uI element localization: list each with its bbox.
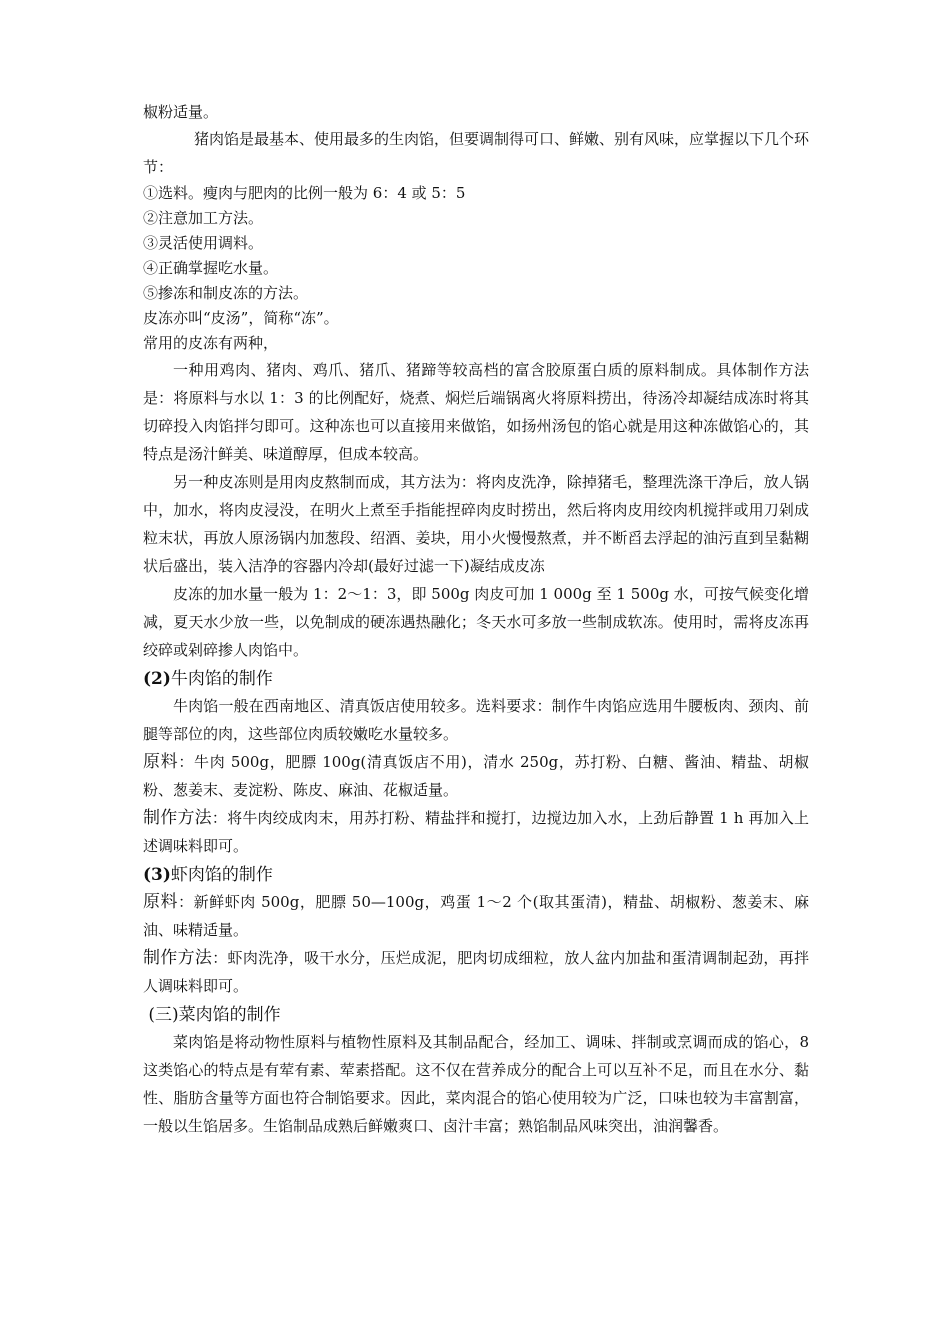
text-line-common: 常用的皮冻有两种， — [143, 334, 279, 352]
section-heading-veg: (三)菜肉馅的制作 — [143, 1005, 281, 1025]
heading-number: (2) — [143, 669, 171, 689]
ingredients-text: ：新鲜虾肉 500g，肥膘 50—100g，鸡蛋 1～2 个(取其蛋清)，精盐、胡椒粉、葱姜末、麻油、味精适量。 — [143, 893, 810, 939]
section-heading-beef — [143, 666, 809, 692]
paragraph-beef-ingredients — [143, 748, 809, 804]
document-page — [143, 100, 809, 1140]
ingredients-text: ：牛肉 500g，肥膘 100g(清真饭店不用)，清水 250g，苏打粉、白糖、酱油、精盐、胡椒粉、葱姜末、麦淀粉、陈皮、麻油、花椒适量。 — [143, 753, 810, 799]
method-text: ：将牛肉绞成肉末，用苏打粉、精盐拌和搅打，边搅边加入水，上劲后静置 1 h 再加入上述调味料即可。 — [143, 809, 810, 855]
heading-number: (3) — [143, 865, 171, 885]
ingredients-label: 原料 — [143, 892, 179, 912]
section-heading-shrimp — [143, 862, 809, 888]
heading-text: 牛肉馅的制作 — [170, 669, 273, 689]
paragraph-water-amount: 皮冻的加水量一般为 1：2～1：3，即 500g 肉皮可加 1 000g 至 1 500g 水，可按气候变化增减，夏天水少放一些，以免制成的硬冻遇热融化；冬天水可多放一些制成软冻。使用时，需将皮冻再绞碎或剁碎掺人肉馅中。 — [143, 585, 809, 659]
method-label: 制作方法 — [143, 808, 212, 828]
paragraph-shrimp-ingredients — [143, 888, 809, 944]
paragraph-veg-intro: 菜肉馅是将动物性原料与植物性原料及其制品配合，经加工、调味、拌制或烹调而成的馅心，8 这类馅心的特点是有荤有素、荤素搭配。这不仅在营养成分的配合上可以互补不足，而且在水分、黏性、脂肪含量等方面也符合制馅要求。因此，菜肉混合的馅心使用较为广泛，口味也较为丰富割富，一般以生馅居多。生馅制品成熟后鲜嫩爽口、卤汁丰富；熟馅制品风味突出，油润馨香。 — [143, 1033, 809, 1135]
method-label: 制作方法 — [143, 948, 213, 968]
paragraph-pork-intro: 猪肉馅是最基本、使用最多的生肉馅，但要调制得可口、鲜嫩、别有风味，应掌握以下几个环节： — [143, 130, 810, 176]
ingredients-label: 原料 — [143, 752, 179, 772]
paragraph-pidong-type1: 一种用鸡肉、猪肉、鸡爪、猪爪、猪蹄等较高档的富含胶原蛋白质的原料制成。具体制作方法是：将原料与水以 1：3 的比例配好，烧煮、焖烂后端锅离火将原料捞出，待汤冷却凝结成冻时将其切碎投入肉馅拌匀即可。这种冻也可以直接用来做馅，如扬州汤包的馅心就是用这种冻做馅心的，其特点是汤汁鲜美、味道醇厚，但成本较高。 — [143, 361, 809, 463]
text-line: 椒粉适量。 — [143, 103, 219, 121]
list-item-5: ⑤掺冻和制皮冻的方法。 — [143, 284, 309, 302]
heading-text: 虾肉馅的制作 — [170, 865, 273, 885]
paragraph-pidong-type2: 另一种皮冻则是用肉皮熬制而成，其方法为：将肉皮洗净，除掉猪毛，整理洗涤干净后，放人锅中，加水，将肉皮浸没，在明火上煮至手指能捏碎肉皮时捞出，然后将肉皮用绞肉机搅拌或用刀剁成粒末状，再放人原汤锅内加葱段、绍酒、姜块，用小火慢慢熬煮，并不断舀去浮起的油污直到呈黏糊状后盛出，装入洁净的容器内冷却(最好过滤一下)凝结成皮冻 — [143, 473, 809, 575]
paragraph-beef-intro: 牛肉馅一般在西南地区、清真饭店使用较多。选料要求：制作牛肉馅应选用牛腰板肉、颈肉、前腿等部位的肉，这些部位肉质较嫩吃水量较多。 — [143, 697, 809, 743]
paragraph-beef-method — [143, 804, 809, 860]
text-line-pidong: 皮冻亦叫“皮汤”，简称“冻”。 — [143, 309, 339, 327]
list-item-2: ②注意加工方法。 — [143, 209, 264, 227]
list-item-1: ①选料。瘦肉与肥肉的比例一般为 6：4 或 5：5 — [143, 184, 466, 202]
paragraph-shrimp-method — [143, 944, 809, 1000]
list-item-4: ④正确掌握吃水量。 — [143, 259, 279, 277]
method-text: ：虾肉洗净，吸干水分，压烂成泥，肥肉切成细粒，放人盆内加盐和蛋清调制起劲，再拌人调味料即可。 — [143, 949, 810, 995]
list-item-3: ③灵活使用调料。 — [143, 234, 264, 252]
